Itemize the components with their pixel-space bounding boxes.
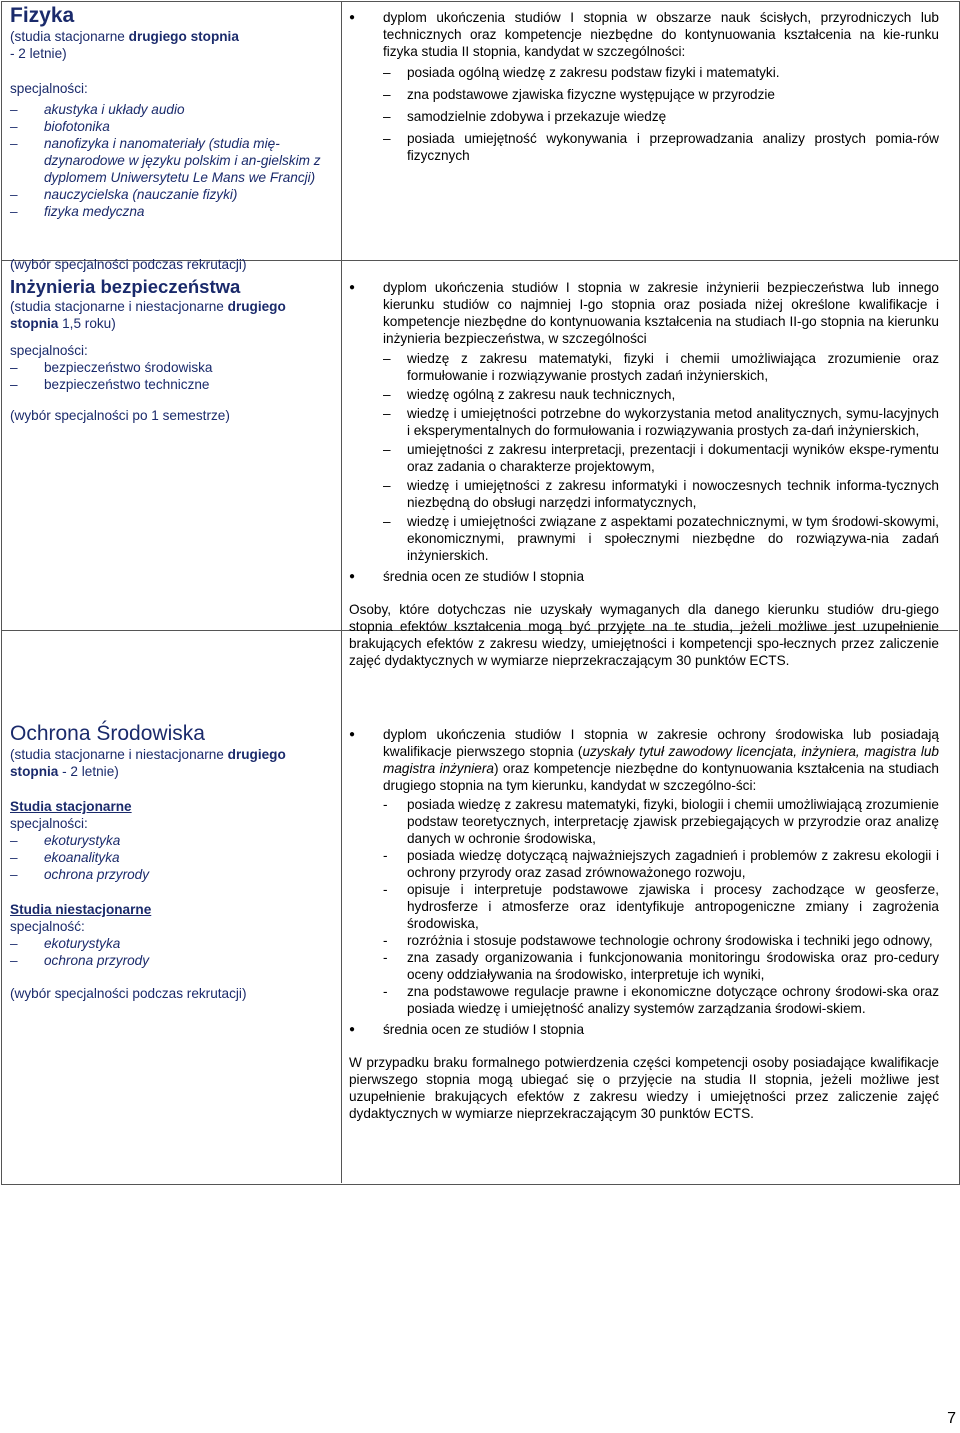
list-item: – akustyka i układy audio [10, 101, 332, 118]
list-item: – biofotonika [10, 118, 332, 135]
list-item: - zna podstawowe regulacje prawne i ekonomiczne dotyczące ochrony środowi-ska oraz posiada wiedzę i umiejętność analizy systemów zarządzania środowi-skiem. [383, 983, 939, 1017]
specializations-list [10, 935, 332, 969]
list-item: – umiejętności z zakresu interpretacji, prezentacji i dokumentacji wyników ekspe-rymentu oraz zadania o charakterze projektowym, [383, 441, 939, 475]
requirement-list [349, 350, 939, 564]
list-item: – wiedzę i umiejętności z zakresu informatyki i nowoczesnych technik informa-tycznych niezbędną do obsługi narzędzi informatycznych, [383, 477, 939, 511]
requirement-list [349, 64, 939, 164]
ochrona-program-cell [10, 722, 332, 1002]
list-item: – wiedzę ogólną z zakresu nauk technicznych, [383, 386, 939, 403]
list-item: – ekoanalityka [10, 849, 332, 866]
list-item: – fizyka medyczna [10, 203, 332, 220]
list-item: – nanofizyka i nanomateriały (studia mię-dzynarodowe w języku polskim i an-gielskim z dyplomem Uniwersytetu Le Mans we Francji) [10, 135, 332, 186]
requirement-average: ● średnia ocen ze studiów I stopnia [349, 568, 939, 585]
specializations-list [10, 101, 332, 220]
requirement-main: ● dyplom ukończenia studiów I stopnia w zakresie ochrony środowiska lub posiadają kwalifikacje pierwszego stopnia (uzyskały tytuł zawodowy licencjata, inżyniera, magistra lub magistra inżyniera) oraz kompetencje niezbędne do kontynuowania kształcenia na studiach drugiego stopnia na tym kierunku, kandydat w szczególno-ści: [349, 726, 939, 794]
page-number: 7 [947, 1410, 956, 1427]
list-item: - rozróżnia i stosuje podstawowe technologie ochrony środowiska i techniki jego odnowy, [383, 932, 939, 949]
supplement-note: W przypadku braku formalnego potwierdzenia części kompetencji osoby posiadające kwalifikacje pierwszego stopnia mogą ubiegać się o przyjęcie na studia II stopnia, jeżeli możliwe jest uzupełnienie brakujących efektów z zakresu wiedzy i umiejętności przez zaliczenie zajęć dydaktycznych w wymiarze nieprzekraczającym 30 punktów ECTS. [349, 1055, 939, 1121]
list-item: – zna podstawowe zjawiska fizyczne występujące w przyrodzie [383, 86, 939, 103]
list-item: - zna zasady organizowania i funkcjonowania monitoringu środowiska oraz pro-cedury oceny oddziaływania na środowisko, interpretuje ich wyniki, [383, 949, 939, 983]
requirement-average: ● średnia ocen ze studiów I stopnia [349, 1021, 939, 1038]
choice-note: (wybór specjalności po 1 semestrze) [10, 408, 230, 423]
program-duration: - 2 letnie) [10, 46, 67, 61]
list-item: – bezpieczeństwo techniczne [10, 376, 332, 393]
list-item: - opisuje i interpretuje podstawowe zjawiska i procesy zachodzące w geosferze, hydrosferze i atmosferze oraz identyfikuje antropogeniczne zmiany i zagrożenia środowiska, [383, 881, 939, 932]
list-item: – bezpieczeństwo środowiska [10, 359, 332, 376]
fizyka-requirements [349, 9, 939, 164]
bezp-requirements [349, 279, 939, 669]
list-item: - posiada wiedzę z zakresu matematyki, fizyki, biologii i chemii umożliwiającą zrozumienie podstaw teoretycznych, interpretację zjawisk przebiegających w przyrodzie oraz analizę danych w ochronie środowiska, [383, 796, 939, 847]
specializations-list [10, 832, 332, 883]
fizyka-choice-note: (wybór specjalności podczas rekrutacji) [10, 257, 247, 272]
program-subtitle: (studia stacjonarne drugiego stopnia [10, 29, 239, 44]
requirement-main: ● dyplom ukończenia studiów I stopnia w zakresie inżynierii bezpieczeństwa lub innego kierunku studiów co najmniej I-go stopnia oraz posiada niżej określone kwalifikacje i kompetencje niezbędne do kontynuowania kształcenia na studiach II-go stopnia na kierunku inżynieria bezpieczeństwa, w szczególności [349, 279, 939, 347]
specializations-header: specjalności: [10, 343, 88, 358]
list-item: – samodzielnie zdobywa i przekazuje wiedzę [383, 108, 939, 125]
ochrona-requirements [349, 726, 939, 1122]
specialization-header: specjalność: [10, 919, 85, 934]
requirement-main: ● dyplom ukończenia studiów I stopnia w obszarze nauk ścisłych, przyrodniczych lub technicznych oraz kompetencje niezbędne do kontynuowania kształcenia na kie-runku fizyka studia II stopnia, kandydat w szczególności: [349, 9, 939, 60]
list-item: – wiedzę i umiejętności związane z aspektami pozatechnicznymi, w tym środowi-skowymi, ekonomicznymi, prawnymi i społecznymi niezbędne do rozwiązywa-nia zadań inżynierskich. [383, 513, 939, 564]
stationary-header: Studia stacjonarne [10, 799, 132, 814]
supplement-note: Osoby, które dotychczas nie uzyskały wymaganych dla danego kierunku studiów dru-giego stopnia efektów kształcenia mogą być przyjęte na te studia, jeżeli możliwe jest uzupełnienie brakujących efektów z zakresu wiedzy, umiejętności i kompetencji spo-łecznych przez zaliczenie zajęć dydaktycznych w wymiarze nieprzekraczającym 30 punktów ECTS. [349, 602, 939, 668]
list-item: – ekoturystyka [10, 935, 332, 952]
program-subtitle: (studia stacjonarne i niestacjonarne drugiego stopnia 1,5 roku) [10, 299, 286, 331]
list-item: – wiedzę z zakresu matematyki, fizyki i chemii umożliwiająca zrozumienie oraz formułowanie i rozwiązywanie prostych zadań inżynierskich, [383, 350, 939, 384]
nonstationary-header: Studia niestacjonarne [10, 902, 152, 917]
list-item: - posiada wiedzę dotyczącą najważniejszych zagadnień i problemów z zakresu ekologii i ochrony przyrody oraz zasad zrównoważonego rozwoju, [383, 847, 939, 881]
list-item: – wiedzę i umiejętności potrzebne do wykorzystania metod analitycznych, symu-lacyjnych i eksperymentalnych do formułowania i rozwiązywania prostych za-dań inżynierskich, [383, 405, 939, 439]
specializations-list [10, 359, 332, 393]
list-item: – posiada ogólną wiedzę z zakresu podstaw fizyki i matematyki. [383, 64, 939, 81]
list-item: – ochrona przyrody [10, 866, 332, 883]
fizyka-program-cell [10, 4, 332, 220]
specializations-header: specjalności: [10, 81, 88, 96]
specializations-header: specjalności: [10, 816, 88, 831]
program-subtitle: (studia stacjonarne i niestacjonarne drugiego stopnia - 2 letnie) [10, 747, 286, 779]
choice-note: (wybór specjalności podczas rekrutacji) [10, 986, 247, 1001]
program-title: Ochrona Środowiska [10, 722, 205, 745]
program-title: Fizyka [10, 4, 75, 27]
list-item: – posiada umiejętność wykonywania i przeprowadzania analizy prostych pomia-rów fizycznych [383, 130, 939, 164]
requirement-list [349, 796, 939, 1017]
program-title: Inżynieria bezpieczeństwa [10, 276, 241, 297]
list-item: – ekoturystyka [10, 832, 332, 849]
list-item: – nauczycielska (nauczanie fizyki) [10, 186, 332, 203]
bezp-program-cell [10, 276, 332, 424]
list-item: – ochrona przyrody [10, 952, 332, 969]
column-divider [341, 1, 342, 1183]
